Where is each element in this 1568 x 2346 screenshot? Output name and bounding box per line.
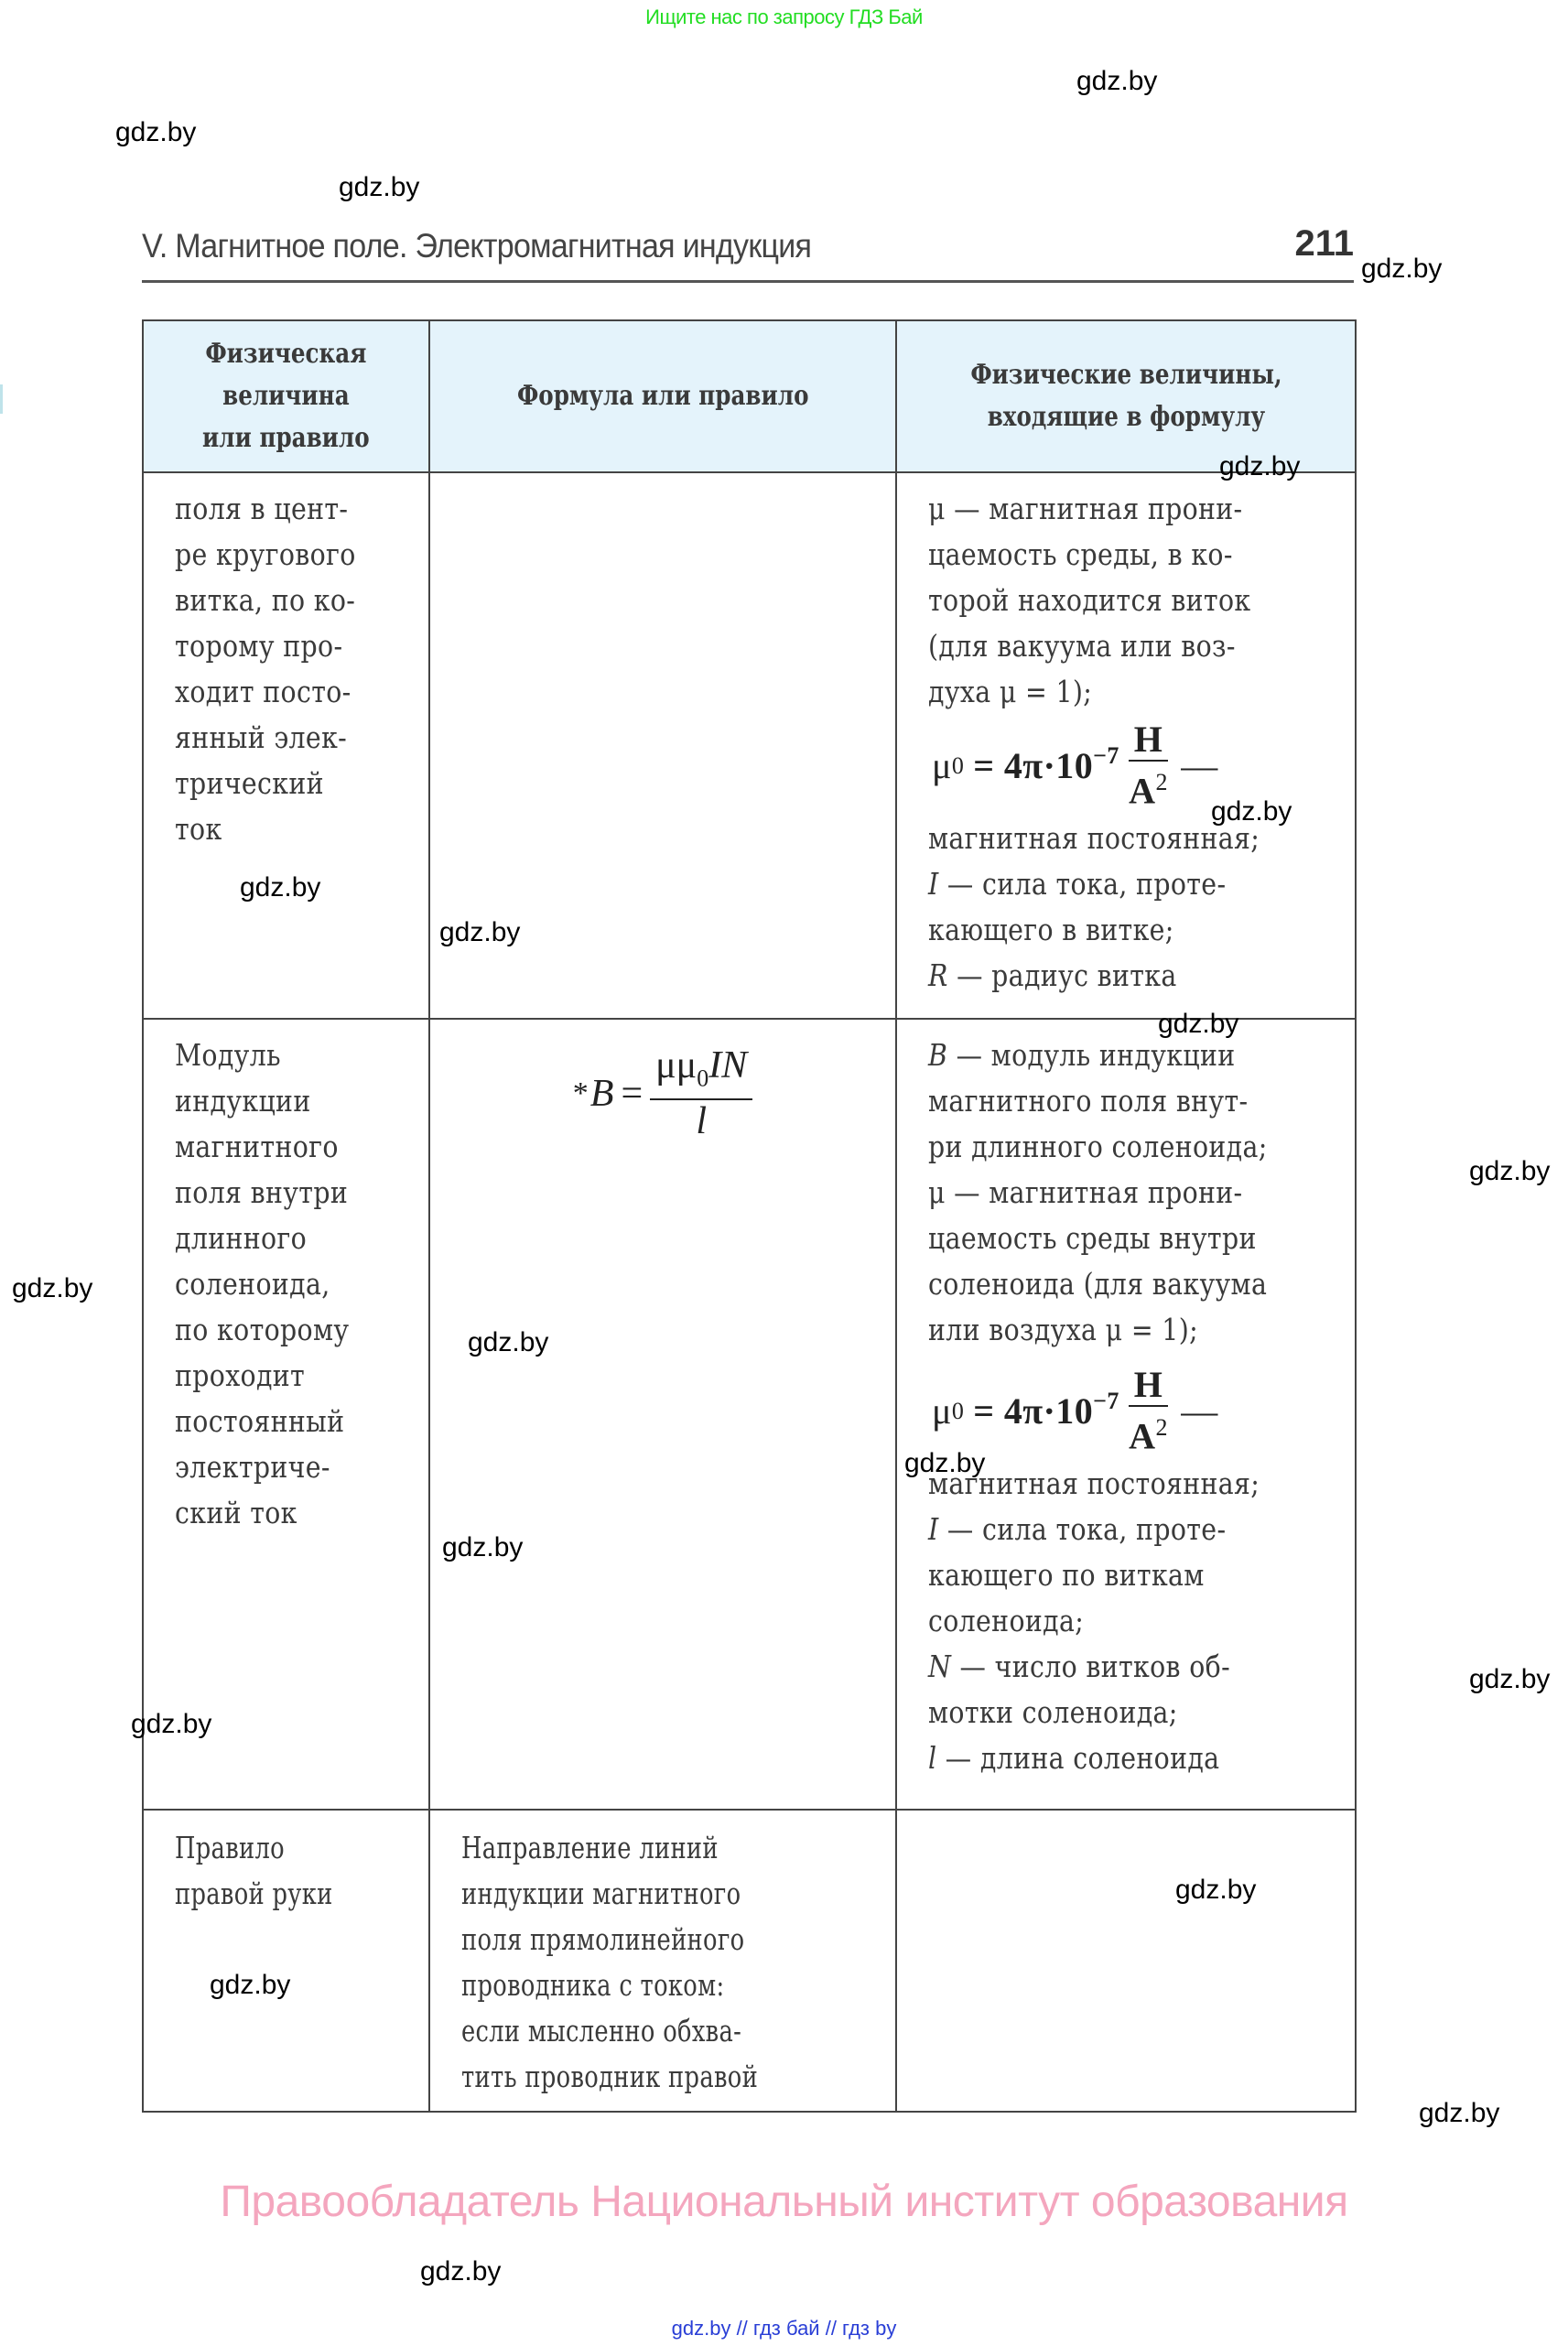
header-text: Физические величины, <box>969 359 1282 391</box>
text-line: по которому <box>175 1312 350 1347</box>
watermark: gdz.by <box>1175 1875 1257 1905</box>
text-line: μ — магнитная прони- <box>928 491 1243 526</box>
text-line: правой руки <box>175 1876 333 1911</box>
formula-text: = 4π·10 <box>973 745 1094 786</box>
copyright-notice: Правообладатель Национальный институт образования <box>220 2178 1348 2226</box>
header-text: входящие в формулу <box>987 401 1265 433</box>
text-line: — число витков об- <box>951 1649 1231 1684</box>
fraction-denominator: l <box>696 1100 707 1143</box>
text-line: соленоида; <box>928 1603 1085 1638</box>
text-line: Правило <box>175 1830 285 1865</box>
chapter-title: V. Магнитное поле. Электромагнитная индукция <box>142 227 812 265</box>
header-text: величина <box>222 380 350 412</box>
text-line: если мысленно обхва- <box>461 2013 742 2049</box>
formula-text: = 4π·10 <box>973 1390 1094 1432</box>
text-line: проходит <box>175 1357 306 1393</box>
equals: = <box>621 1073 643 1116</box>
watermark: gdz.by <box>1158 1009 1239 1039</box>
watermark: gdz.by <box>420 2256 502 2287</box>
header-text: или правило <box>202 422 370 454</box>
text-line: поля в цент- <box>175 491 349 526</box>
text-line: кающего в витке; <box>928 912 1174 947</box>
dash: — <box>1181 1390 1218 1432</box>
watermark: gdz.by <box>1419 2098 1500 2128</box>
table-row <box>143 1810 1356 2112</box>
symbol: I <box>928 1511 939 1547</box>
page-number: 211 <box>1294 223 1354 264</box>
mu0-formula <box>932 1366 1336 1457</box>
unit-fraction <box>1129 1365 1169 1457</box>
dash: — <box>1181 745 1218 786</box>
symbol: I <box>928 866 939 902</box>
symbol: R <box>928 957 948 993</box>
text-line: тить проводник правой <box>461 2059 759 2094</box>
header-variables <box>896 320 1356 472</box>
header-quantity <box>143 320 429 472</box>
subscript: 0 <box>951 752 965 779</box>
watermark: gdz.by <box>1361 254 1443 284</box>
text-line: индукции <box>175 1083 311 1119</box>
fraction-denominator: А <box>1129 770 1156 812</box>
text-line: торой находится виток <box>928 582 1251 618</box>
watermark: gdz.by <box>115 117 197 147</box>
table-row <box>143 1019 1356 1810</box>
watermark: gdz.by <box>439 917 521 947</box>
text-line: ри длинного соленоида; <box>928 1129 1268 1164</box>
text-line: поля внутри <box>175 1174 349 1210</box>
text-line: или воздуха μ = 1); <box>928 1312 1199 1347</box>
text-line: поля прямолинейного <box>461 1921 745 1957</box>
text-line: духа μ = 1); <box>928 674 1093 709</box>
cell-quantity <box>143 472 429 1019</box>
symbol: l <box>928 1740 937 1776</box>
text-line: магнитная постоянная; <box>928 820 1260 856</box>
watermark: gdz.by <box>904 1448 986 1478</box>
cell-quantity <box>143 1019 429 1810</box>
text-line: — сила тока, проте- <box>938 1511 1227 1547</box>
watermark: gdz.by <box>442 1532 524 1562</box>
fraction-denominator: А <box>1129 1415 1156 1457</box>
fraction-numerator: μμ <box>655 1044 697 1087</box>
cell-variables <box>896 1019 1356 1810</box>
fraction-numerator: Н <box>1129 719 1169 762</box>
text-line: μ — магнитная прони- <box>928 1174 1243 1210</box>
text-line: ский ток <box>175 1495 297 1530</box>
text-line: магнитная постоянная; <box>928 1465 1260 1501</box>
exponent: −7 <box>1093 1388 1119 1414</box>
text-line: трический <box>175 765 324 801</box>
mu-symbol: μ <box>932 745 952 786</box>
watermark: gdz.by <box>1469 1156 1551 1186</box>
mu-symbol: μ <box>932 1390 952 1432</box>
physics-formula-table <box>142 319 1357 2113</box>
fraction-numerator: Н <box>1129 1365 1169 1407</box>
header-formula <box>429 320 896 472</box>
search-banner: Ищите нас по запросу ГДЗ Бай <box>645 5 923 28</box>
cell-variables <box>896 1810 1356 2112</box>
watermark: gdz.by <box>1469 1664 1551 1694</box>
text-line: торому про- <box>175 628 343 664</box>
exponent: 2 <box>1155 769 1168 796</box>
text-line: цаемость среды внутри <box>928 1220 1257 1256</box>
text-line: — радиус витка <box>947 957 1177 993</box>
header-text: Физическая <box>205 338 367 370</box>
text-line: ходит посто- <box>175 674 351 709</box>
text-line: — длина соленоида <box>936 1740 1220 1776</box>
footer-links[interactable]: gdz.by // гдз бай // гдз by <box>671 2317 897 2340</box>
text-line: соленоида (для вакуума <box>928 1266 1268 1302</box>
edge-marker <box>0 384 3 414</box>
watermark: gdz.by <box>1211 796 1292 827</box>
text-line: — сила тока, проте- <box>938 866 1227 902</box>
watermark: gdz.by <box>1076 66 1158 96</box>
running-header <box>142 223 1354 283</box>
watermark: gdz.by <box>240 872 321 903</box>
watermark: gdz.by <box>131 1709 212 1739</box>
text-line: цаемость среды, в ко- <box>928 536 1233 572</box>
symbol: N <box>928 1649 952 1684</box>
cell-formula <box>429 1810 896 2112</box>
text-line: — модуль индукции <box>947 1037 1236 1073</box>
table-row <box>143 472 1356 1019</box>
text-line: кающего по виткам <box>928 1557 1205 1593</box>
table-header-row <box>143 320 1356 472</box>
watermark: gdz.by <box>12 1273 93 1303</box>
text-line: витка, по ко- <box>175 582 356 618</box>
text-line: Модуль <box>175 1037 281 1073</box>
formula-fraction <box>650 1045 752 1142</box>
text-line: ток <box>175 811 222 847</box>
text-line: электриче- <box>175 1449 330 1485</box>
text-line: длинного <box>175 1220 308 1256</box>
header-text: Формула или правило <box>516 380 809 412</box>
text-line: проводника с током: <box>461 1967 725 2003</box>
watermark: gdz.by <box>339 172 420 202</box>
subscript: 0 <box>951 1398 965 1424</box>
asterisk: * <box>572 1076 589 1111</box>
watermark: gdz.by <box>468 1327 549 1357</box>
subscript: 0 <box>697 1065 709 1092</box>
cell-formula <box>429 1019 896 1810</box>
exponent: 2 <box>1155 1414 1168 1442</box>
symbol: B <box>928 1037 948 1073</box>
text-line: мотки соленоида; <box>928 1694 1178 1730</box>
text-line: магнитного поля внут- <box>928 1083 1249 1119</box>
solenoid-formula <box>430 1045 895 1142</box>
fraction-numerator: IN <box>708 1044 748 1087</box>
text-line: индукции магнитного <box>461 1876 741 1911</box>
text-line: Направление линий <box>461 1830 719 1865</box>
formula-lhs: B <box>589 1073 614 1116</box>
cell-variables <box>896 472 1356 1019</box>
text-line: янный элек- <box>175 719 348 755</box>
watermark: gdz.by <box>1219 451 1301 481</box>
unit-fraction <box>1129 719 1169 812</box>
text-line: ре кругового <box>175 536 356 572</box>
text-line: постоянный <box>175 1403 345 1439</box>
text-line: (для вакуума или воз- <box>928 628 1236 664</box>
cell-quantity <box>143 1810 429 2112</box>
text-line: магнитного <box>175 1129 339 1164</box>
watermark: gdz.by <box>210 1970 291 2000</box>
exponent: −7 <box>1093 742 1119 769</box>
text-line: соленоида, <box>175 1266 330 1302</box>
